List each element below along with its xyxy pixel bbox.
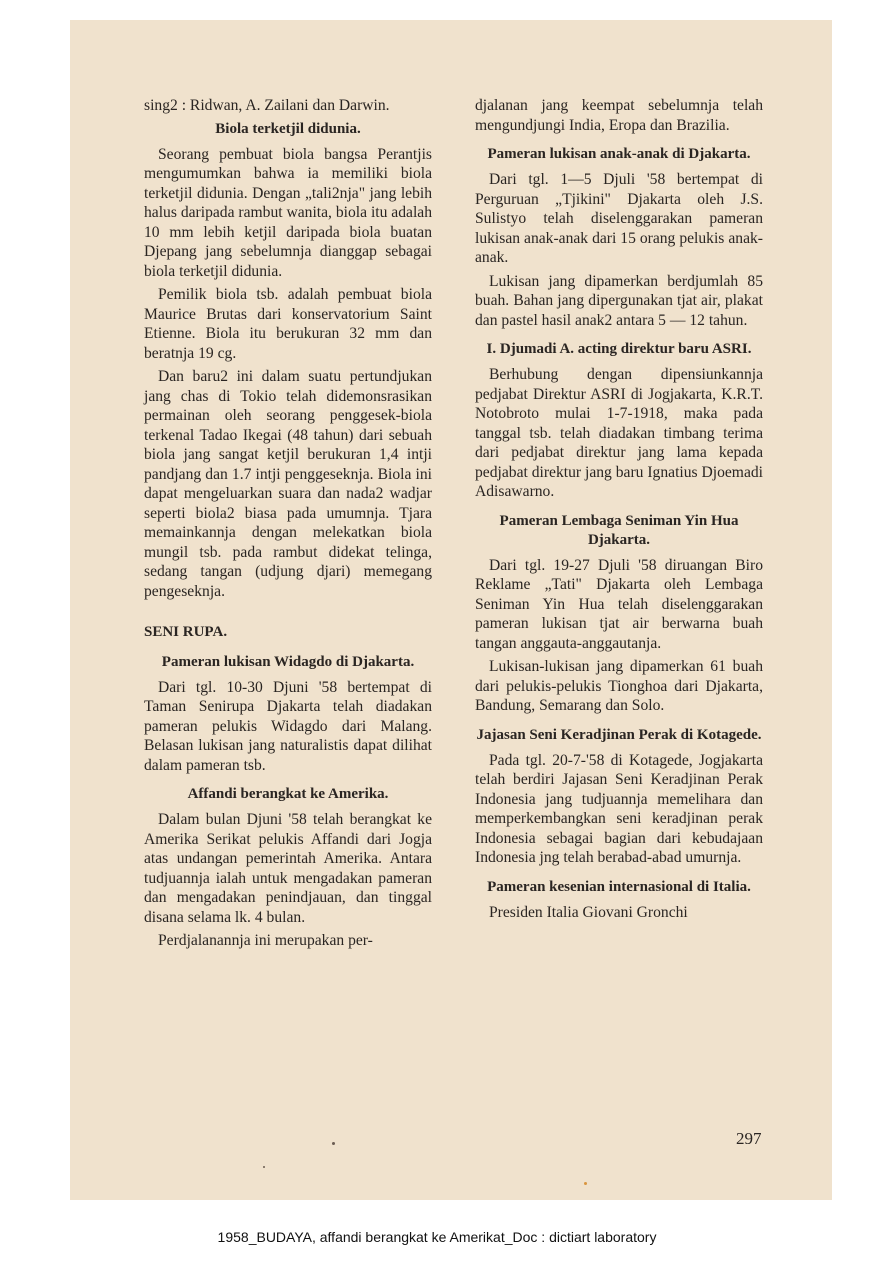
continuation-paragraph: djalanan jang keempat sebelumnja telah mengundjungi India, Eropa dan Brazilia. [475,97,763,134]
heading-anak-anak: Pameran lukisan anak-anak di Djakarta. [487,146,751,162]
heading-perak: Jajasan Seni Keradjinan Perak di Kotagede. [476,726,762,743]
biola-paragraph-2: Pemilik biola tsb. adalah pembuat biola Maurice Brutas dari konservatorium Saint Etienne. Biola itu berukuran 32 mm dan beratnja 19 cg. [144,286,432,362]
left-column [144,96,432,955]
speck-mark [263,1166,265,1168]
anak-paragraph-2: Lukisan jang dipamerkan berdjumlah 85 buah. Bahan jang dipergunakan tjat air, plakat dan pastel hasil anak2 antara 5 — 12 tahun. [475,272,763,329]
biola-paragraph-1: Seorang pembuat biola bangsa Perantjis mengumumkan bahwa ia memiliki biola terketjil didunia. Dengan „tali2nja" jang lebih halus daripada rambut wanita, biola itu adalah 10 mm lebih ketjil daripada biola buatan Djepang jang sebelumnja dianggap sebagai biola terketjil didunia. [144,145,432,280]
yinhua-paragraph-2: Lukisan-lukisan jang dipamerkan 61 buah dari pelukis-pelukis Tionghoa dari Djakarta, Bandung, Semarang dan Solo. [475,658,763,714]
heading-italia: Pameran kesenian internasional di Italia. [487,878,751,895]
italia-paragraph: Presiden Italia Giovani Gronchi [489,903,688,921]
biola-paragraph-3: Dan baru2 ini dalam suatu pertundjukan jang chas di Tokio telah didemonsrasikan permainan oleh seorang penggesek-biola terkenal Tadao Ikegai (48 tahun) dari sebuah biola jang sangat ketjil berukuran 1,4 intji pandjang dan 1.7 intji penggeseknja. Biola ini dapat mengeluarkan suara dan nada2 wadjar seperti biola2 biasa pada umumnja. Tjara memainkannja dengan melekatkan biola mungil tsb. pada rambut didekat telinga, sedang tangan (udjung djari) memegang pengeseknja. [144,368,432,600]
scanned-page [70,20,832,1200]
heading-biola: Biola terketjil didunia. [215,120,361,137]
right-column [475,96,763,926]
speck-mark [584,1182,587,1185]
yinhua-paragraph-1: Dari tgl. 19-27 Djuli '58 diruangan Biro Reklame „Tati" Djakarta oleh Lembaga Seniman Yin Hua telah diselenggarakan pameran lukisan tjat air berwarna buah tangan anggauta-anggautanja. [475,556,763,652]
anak-paragraph-1: Dari tgl. 1—5 Djuli '58 bertempat di Perguruan „Tjikini" Djakarta oleh J.S. Sulistyo telah diselenggarakan pameran lukisan anak-anak dari 15 orang pelukis anak-anak. [475,171,763,266]
section-seni-rupa: SENI RUPA. [144,624,228,640]
djumadi-paragraph: Berhubung dengan dipensiunkannja pedjabat Direktur ASRI di Jogjakarta, K.R.T. Notobroto mulai 1-7-1918, maka pada tanggal tsb. telah diadakan timbang terima dari pedjabat direktur jang lama kepada pedjabat direktur jang baru Ignatius Djoemadi Adisawarno. [475,366,763,500]
affandi-paragraph-2: Perdjalanannja ini merupakan per- [158,932,373,949]
speck-mark [332,1142,335,1145]
widagdo-paragraph: Dari tgl. 10-30 Djuni '58 bertempat di Taman Senirupa Djakarta telah diadakan pameran pelukis Widagdo dari Malang. Belasan lukisan jang naturalistis dapat dilihat dalam pameran tsb. [144,678,432,774]
perak-paragraph: Pada tgl. 20-7-'58 di Kotagede, Jogjakarta telah berdiri Jajasan Seni Keradjinan Perak Indonesia jang tudjuannja memelihara dan memperkembangkan seni keradjinan perak Indonesia sebagai bagian dari kebudajaan Indonesia jng telah berabad-abad umurnja. [475,751,763,866]
heading-yin-hua: Pameran Lembaga Seniman Yin Hua Djakarta. [499,512,739,548]
heading-widagdo: Pameran lukisan Widagdo di Djakarta. [161,653,415,670]
image-caption: 1958_BUDAYA, affandi berangkat ke Amerikat_Doc : dictiart laboratory [217,1229,657,1245]
affandi-paragraph-1: Dalam bulan Djuni '58 telah berangkat ke Amerika Serikat pelukis Affandi dari Jogja atas undangan pemerintah Amerika. Antara tudjuannja ialah untuk mengadakan pameran dan mengadakan penindjauan, dan tinggal disana selama lk. 4 bulan. [144,811,432,926]
heading-affandi: Affandi berangkat ke Amerika. [187,786,389,802]
page-number: 297 [736,1129,762,1148]
intro-paragraph: sing2 : Ridwan, A. Zailani dan Darwin. [144,97,390,114]
heading-djumadi: I. Djumadi A. acting direktur baru ASRI. [486,341,752,357]
